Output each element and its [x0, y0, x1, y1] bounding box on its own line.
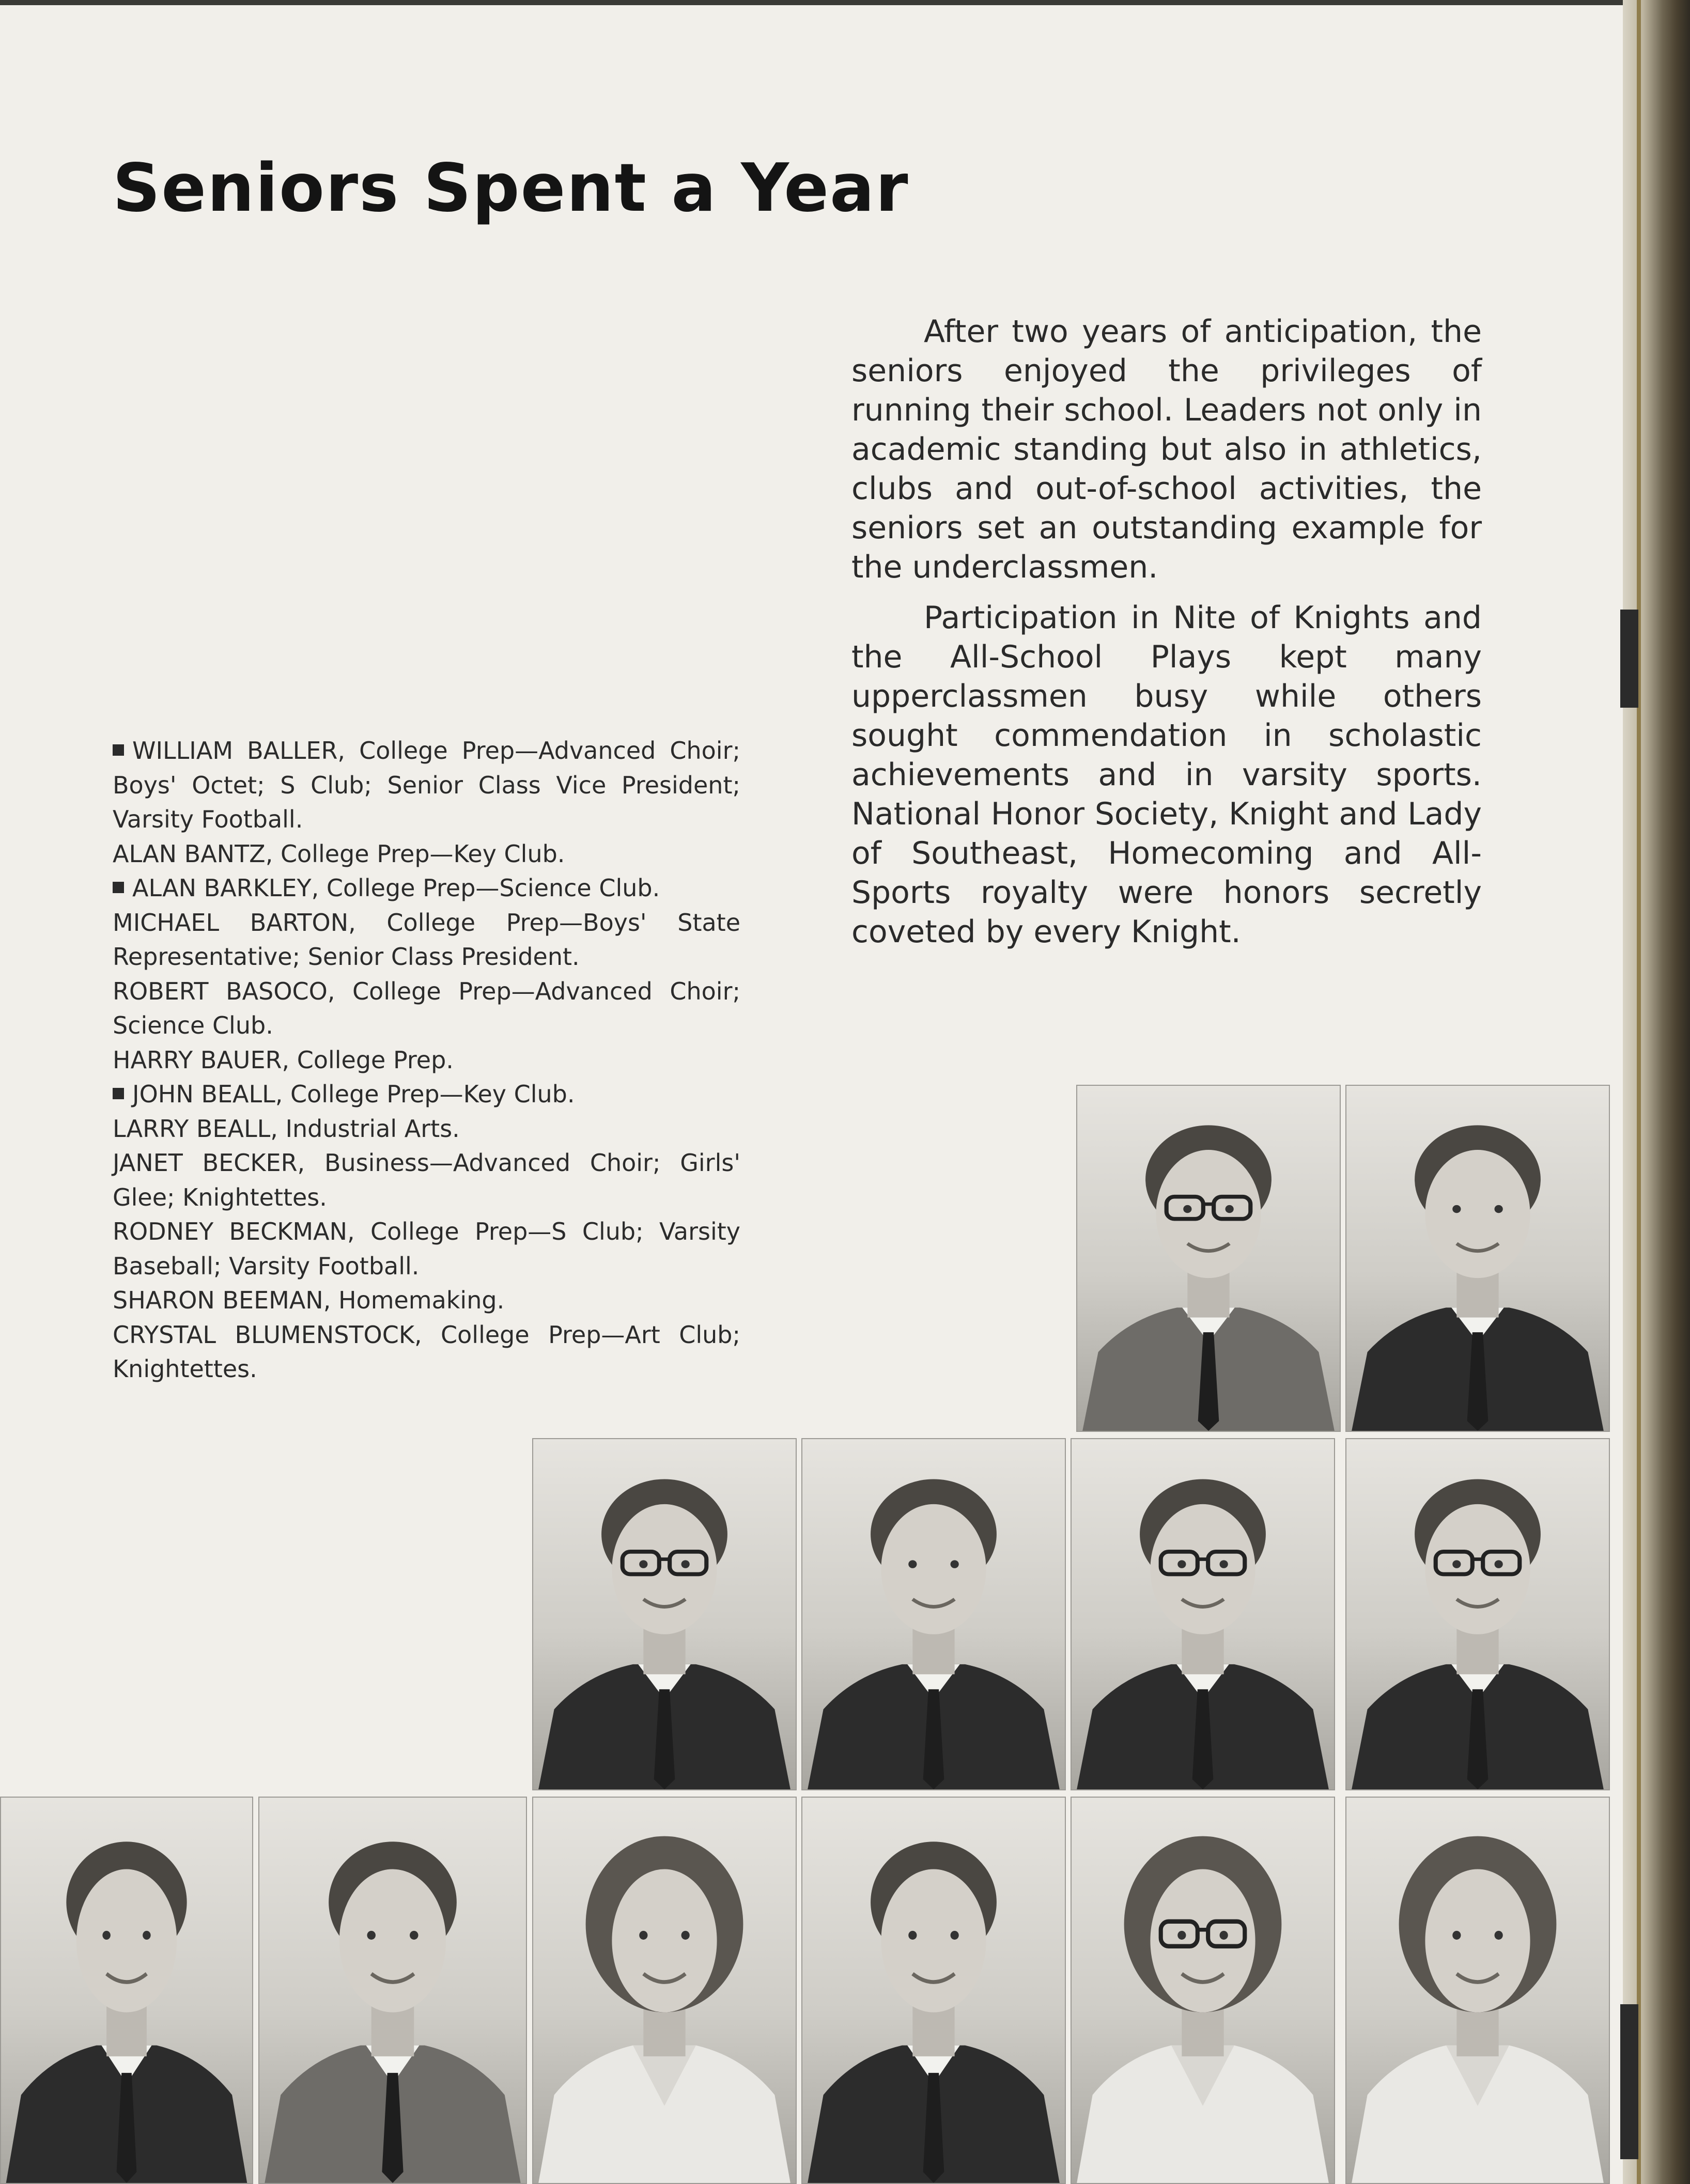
senior-portrait	[1345, 1438, 1610, 1790]
senior-roster	[113, 734, 740, 1386]
roster-entry	[113, 1146, 740, 1214]
roster-entry-text: HARRY BAUER, College Prep.	[113, 1046, 454, 1074]
portrait-illustration	[1, 1798, 252, 2183]
roster-entry	[113, 1318, 740, 1386]
intro-paragraph: Participation in Nite of Knights and the All-School Plays kept many upperclassmen busy while others sought commendation in scholastic achievements and in varsity sports. National Honor Society, Knight and Lady of Southeast, Homecoming and All-Sports royalty were honors secretly coveted by every Knight.	[851, 600, 1482, 950]
portrait-illustration	[1077, 1086, 1340, 1431]
senior-portrait	[1071, 1797, 1335, 2184]
face	[1150, 1869, 1255, 2013]
eye	[681, 1560, 690, 1568]
face	[1150, 1504, 1255, 1634]
eye	[1452, 1205, 1461, 1213]
intro-paragraph: After two years of anticipation, the seniors enjoyed the privileges of running their school. Leaders not only in academic standing but also in athletics, clubs and out-of-school activities, the seniors set an outstanding example for the underclassmen.	[851, 314, 1482, 585]
portrait-illustration	[533, 1439, 796, 1789]
square-bullet-icon	[113, 744, 124, 756]
page-edge-tab	[1620, 2004, 1638, 2159]
eye	[951, 1560, 959, 1568]
eye	[410, 1931, 418, 1940]
roster-entry-text: RODNEY BECKMAN, College Prep—S Club; Varsity Baseball; Varsity Football.	[113, 1218, 740, 1280]
roster-entry	[113, 1283, 740, 1318]
face	[1425, 1869, 1530, 2013]
roster-entry-text: JOHN BEALL, College Prep—Key Club.	[132, 1080, 575, 1108]
roster-entry	[113, 906, 740, 974]
senior-portrait	[1345, 1797, 1610, 2184]
eye	[908, 1931, 917, 1940]
roster-entry	[113, 1043, 740, 1078]
eye	[681, 1931, 690, 1940]
portrait-illustration	[533, 1798, 796, 2183]
eye	[1183, 1205, 1191, 1213]
face	[612, 1504, 717, 1634]
face	[612, 1869, 717, 2013]
portrait-illustration	[1346, 1086, 1609, 1431]
portrait-illustration	[802, 1439, 1065, 1789]
senior-portrait	[258, 1797, 527, 2184]
senior-portrait	[0, 1797, 253, 2184]
eye	[1220, 1560, 1228, 1568]
book-spine-edge	[1623, 0, 1690, 2184]
roster-entry	[113, 871, 740, 906]
roster-entry-text: WILLIAM BALLER, College Prep—Advanced Choir; Boys' Octet; S Club; Senior Class Vice President; Varsity Football.	[113, 737, 740, 833]
senior-portrait	[532, 1438, 797, 1790]
eye	[1452, 1931, 1461, 1940]
senior-portrait	[801, 1797, 1066, 2184]
eye	[1177, 1560, 1186, 1568]
eye	[1220, 1931, 1228, 1940]
portrait-illustration	[259, 1798, 526, 2183]
roster-entry-text: MICHAEL BARTON, College Prep—Boys' State Representative; Senior Class President.	[113, 908, 740, 971]
face	[1425, 1150, 1530, 1278]
roster-entry-text: ALAN BANTZ, College Prep—Key Club.	[113, 839, 565, 868]
eye	[639, 1560, 647, 1568]
page-title: Seniors Spent a Year	[113, 150, 909, 227]
roster-entry-text: ALAN BARKLEY, College Prep—Science Club.	[132, 874, 660, 902]
portrait-illustration	[1346, 1798, 1609, 2183]
portrait-illustration	[1072, 1439, 1334, 1789]
portrait-illustration	[1072, 1798, 1334, 2183]
eye	[1495, 1205, 1503, 1213]
eye	[639, 1931, 647, 1940]
square-bullet-icon	[113, 1088, 124, 1099]
roster-entry-text: CRYSTAL BLUMENSTOCK, College Prep—Art Club; Knightettes.	[113, 1320, 740, 1383]
senior-portrait	[1071, 1438, 1335, 1790]
face	[76, 1869, 177, 2013]
face	[1156, 1150, 1261, 1278]
senior-portrait	[1345, 1085, 1610, 1432]
face	[881, 1869, 986, 2013]
roster-entry	[113, 1077, 740, 1112]
eye	[1495, 1931, 1503, 1940]
portrait-illustration	[802, 1798, 1065, 2183]
face	[881, 1504, 986, 1634]
intro-text	[851, 312, 1482, 963]
page-edge-tab	[1620, 610, 1638, 708]
eye	[1177, 1931, 1186, 1940]
square-bullet-icon	[113, 882, 124, 893]
roster-entry	[113, 1112, 740, 1146]
roster-entry-text: LARRY BEALL, Industrial Arts.	[113, 1114, 460, 1143]
roster-entry-text: JANET BECKER, Business—Advanced Choir; Girls' Glee; Knightettes.	[113, 1149, 740, 1211]
eye	[102, 1931, 111, 1940]
roster-entry	[113, 734, 740, 837]
eye	[143, 1931, 151, 1940]
roster-entry-text: SHARON BEEMAN, Homemaking.	[113, 1286, 505, 1314]
eye	[951, 1931, 959, 1940]
roster-entry-text: ROBERT BASOCO, College Prep—Advanced Choir; Science Club.	[113, 977, 740, 1039]
senior-portrait	[801, 1438, 1066, 1790]
roster-entry	[113, 974, 740, 1043]
face	[1425, 1504, 1530, 1634]
portrait-illustration	[1346, 1439, 1609, 1789]
top-border	[0, 0, 1690, 5]
spine-strip	[1637, 0, 1641, 2184]
roster-entry	[113, 1214, 740, 1283]
roster-entry	[113, 837, 740, 871]
senior-portrait	[532, 1797, 797, 2184]
eye	[1226, 1205, 1234, 1213]
eye	[1452, 1560, 1461, 1568]
eye	[367, 1931, 376, 1940]
eye	[908, 1560, 917, 1568]
eye	[1495, 1560, 1503, 1568]
senior-portrait	[1076, 1085, 1341, 1432]
face	[339, 1869, 446, 2013]
